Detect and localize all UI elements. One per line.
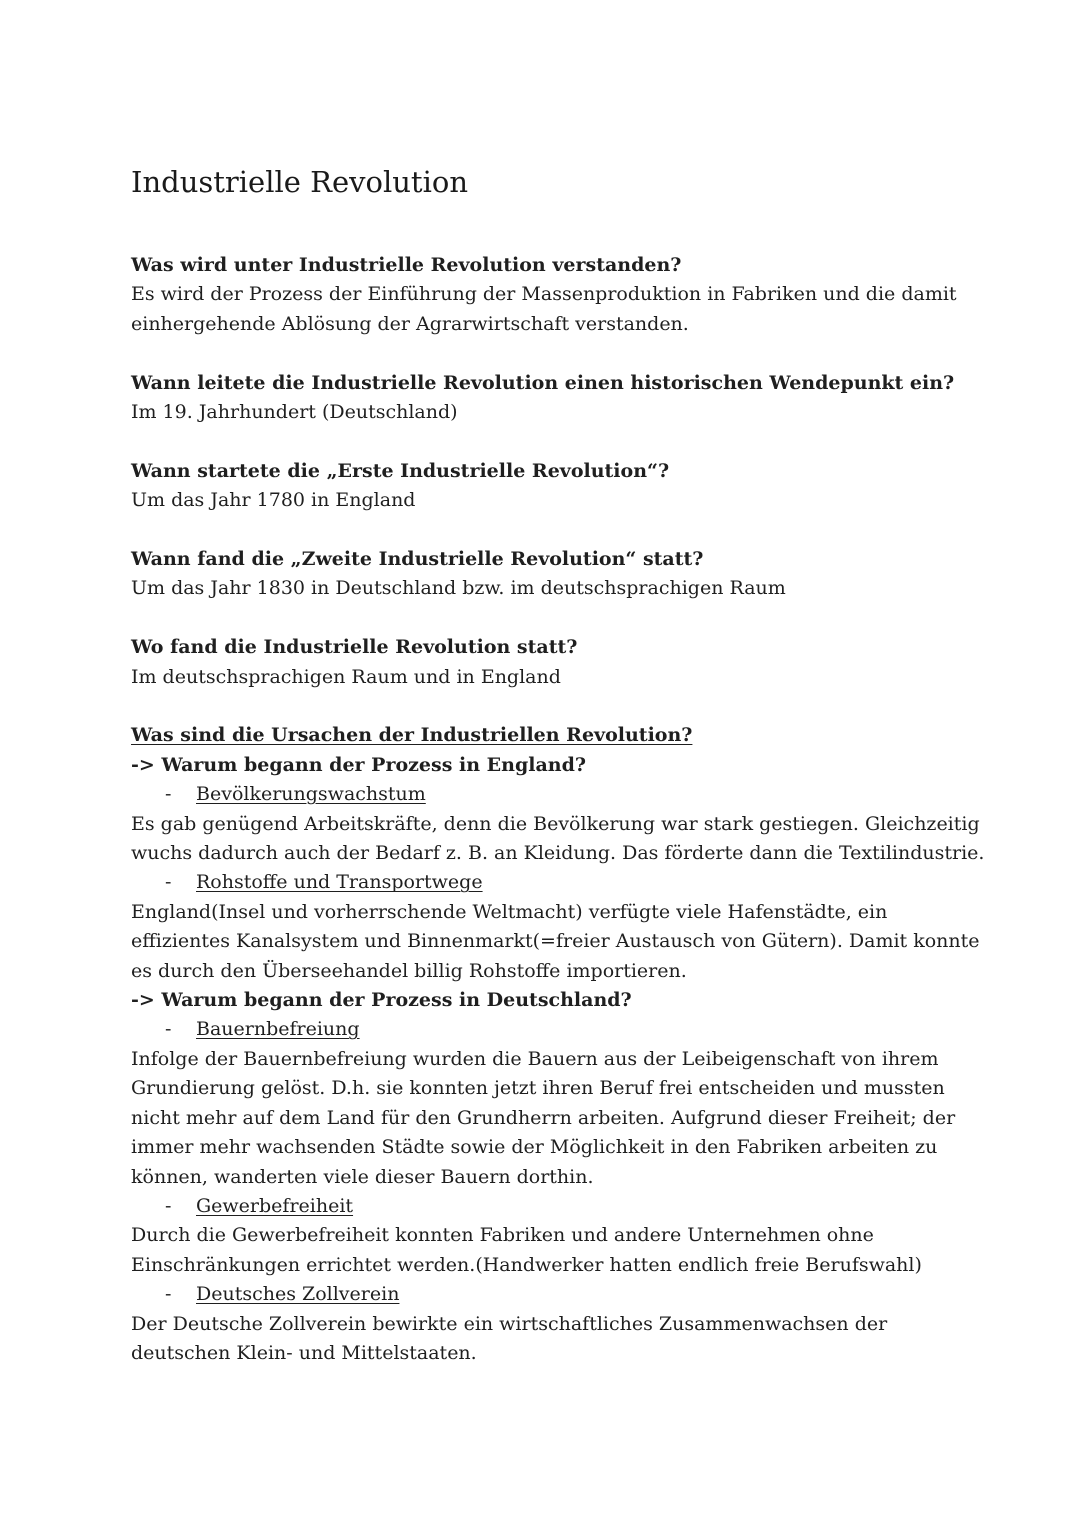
paragraph-line: Es gab genügend Arbeitskräfte, denn die Bevölkerung war stark gestiegen. Gleichzeitig: [131, 812, 980, 835]
bullet-item: [131, 1280, 971, 1309]
paragraph-line: Grundierung gelöst. D.h. sie konnten jetzt ihren Beruf frei entscheiden und mussten: [131, 1077, 945, 1100]
bullet-label: Bauernbefreiung: [196, 1018, 360, 1041]
spacer: [131, 604, 971, 633]
bullet-label: Gewerbefreiheit: [196, 1194, 354, 1217]
question: Wo fand die Industrielle Revolution statt?: [131, 636, 578, 659]
causes-heading: Was sind die Ursachen der Industriellen Revolution?: [131, 724, 693, 747]
bullet-label: Bevölkerungswachstum: [196, 783, 426, 806]
bullet-dash: -: [165, 1283, 172, 1306]
answer-line: Um das Jahr 1830 in Deutschland bzw. im deutschsprachigen Raum: [131, 577, 786, 600]
paragraph-line: effizientes Kanalsystem und Binnenmarkt(=freier Austausch von Gütern). Damit konnte: [131, 930, 980, 953]
england-subheading: -> Warum begann der Prozess in England?: [131, 753, 587, 776]
bullet-item: [131, 868, 971, 897]
bullet-dash: -: [165, 871, 172, 894]
page-title: Industrielle Revolution: [131, 165, 468, 199]
spacer: [131, 339, 971, 368]
qa-block: [131, 457, 971, 516]
spacer: [131, 427, 971, 456]
paragraph-line: wuchs dadurch auch der Bedarf z. B. an Kleidung. Das förderte dann die Textilindustrie.: [131, 842, 985, 865]
question: Wann leitete die Industrielle Revolution einen historischen Wendepunkt ein?: [131, 371, 955, 394]
bullet-item: [131, 780, 971, 809]
paragraph-line: England(Insel und vorherrschende Weltmacht) verfügte viele Hafenstädte, ein: [131, 900, 888, 923]
document-page: [131, 160, 985, 1368]
paragraph-line: können, wanderten viele dieser Bauern dorthin.: [131, 1165, 594, 1188]
qa-block: [131, 545, 971, 604]
answer-line: Es wird der Prozess der Einführung der Massenproduktion in Fabriken und die damit: [131, 283, 957, 306]
bullet-dash: -: [165, 1194, 172, 1217]
paragraph-line: Infolge der Bauernbefreiung wurden die Bauern aus der Leibeigenschaft von ihrem: [131, 1047, 939, 1070]
question: Was wird unter Industrielle Revolution verstanden?: [131, 254, 682, 276]
qa-block: [131, 633, 971, 692]
question: Wann fand die „Zweite Industrielle Revolution“ statt?: [131, 548, 704, 571]
germany-subheading: -> Warum begann der Prozess in Deutschland?: [131, 989, 632, 1012]
bullet-item: [131, 1192, 971, 1221]
paragraph-line: Einschränkungen errichtet werden.(Handwerker hatten endlich freie Berufswahl): [131, 1253, 922, 1276]
answer-line: Um das Jahr 1780 in England: [131, 489, 416, 512]
paragraph-line: immer mehr wachsenden Städte sowie der Möglichkeit in den Fabriken arbeiten zu: [131, 1136, 938, 1159]
bullet-label: Rohstoffe und Transportwege: [196, 871, 483, 894]
answer-line: Im deutschsprachigen Raum und in England: [131, 665, 561, 688]
paragraph-line: es durch den Überseehandel billig Rohstoffe importieren.: [131, 959, 687, 982]
causes-section: [131, 721, 985, 1368]
bullet-label: Deutsches Zollverein: [196, 1283, 400, 1306]
question: Wann startete die „Erste Industrielle Revolution“?: [131, 459, 670, 482]
paragraph-line: nicht mehr auf dem Land für den Grundherrn arbeiten. Aufgrund dieser Freiheit; der: [131, 1106, 956, 1129]
bullet-item: [131, 1015, 971, 1044]
paragraph-line: Der Deutsche Zollverein bewirkte ein wirtschaftliches Zusammenwachsen der: [131, 1312, 888, 1335]
answer-line: einhergehende Ablösung der Agrarwirtschaft verstanden.: [131, 312, 689, 335]
spacer: [131, 692, 971, 721]
spacer: [131, 204, 971, 251]
bullet-dash: -: [165, 783, 172, 806]
bullet-dash: -: [165, 1018, 172, 1041]
paragraph-line: deutschen Klein- und Mittelstaaten.: [131, 1341, 477, 1364]
qa-block: [131, 251, 971, 339]
qa-block: [131, 369, 971, 428]
paragraph-line: Durch die Gewerbefreiheit konnten Fabriken und andere Unternehmen ohne: [131, 1224, 874, 1247]
answer-line: Im 19. Jahrhundert (Deutschland): [131, 401, 458, 424]
spacer: [131, 516, 971, 545]
